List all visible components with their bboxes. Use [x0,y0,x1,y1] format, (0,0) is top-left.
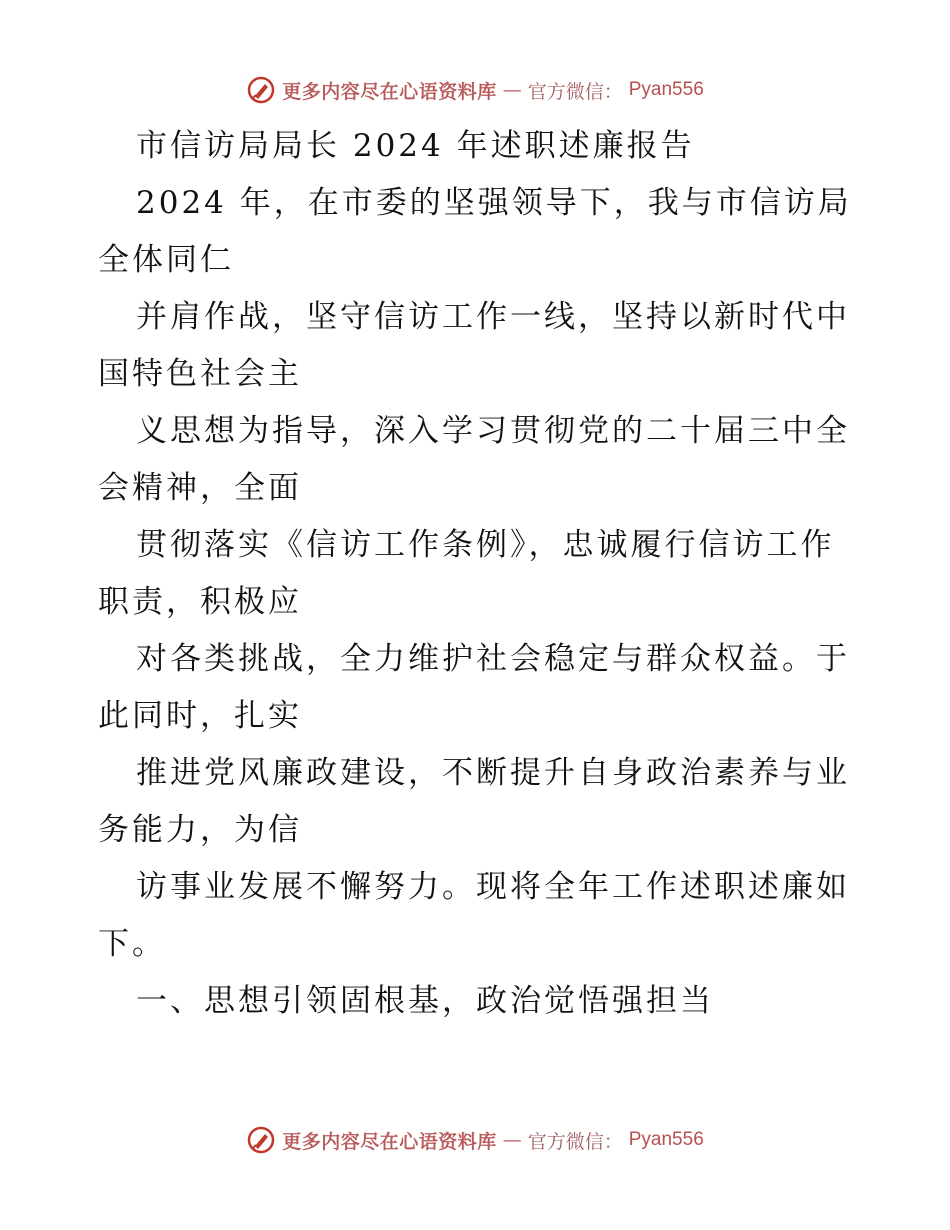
document-line: 并肩作战，坚守信访工作一线，坚持以新时代中 [136,299,850,335]
document-body [98,118,858,1030]
section-heading: 一、思想引领固根基，政治觉悟强担当 [136,983,714,1019]
footer-brand-text: 更多内容尽在心语资料库 [282,1130,497,1153]
header-banner [0,68,950,112]
document-line: 推进党风廉政建设，不断提升自身政治素养与业 [136,755,850,791]
document-line: 下。 [98,926,166,962]
header-brand-text: 更多内容尽在心语资料库 [282,80,497,103]
document-line: 会精神，全面 [98,470,302,506]
footer-wechat-label: 官方微信： [527,1130,623,1153]
footer-wechat-id: Pyan556 [628,1129,704,1150]
document-line: 贯彻落实《信访工作条例》，忠诚履行信访工作 [136,527,835,563]
pen-nib-logo-icon [246,1125,276,1155]
header-wechat-id: Pyan556 [628,79,704,100]
header-dash: — [502,79,522,101]
document-line: 务能力，为信 [98,812,302,848]
footer-dash: — [502,1129,522,1151]
document-line: 国特色社会主 [98,356,302,392]
document-line: 此同时，扎实 [98,698,302,734]
footer-banner [0,1118,950,1162]
document-line: 2024 年，在市委的坚强领导下，我与市信访局 [136,185,852,221]
header-wechat-label: 官方微信： [527,80,623,103]
document-line: 对各类挑战，全力维护社会稳定与群众权益。于 [136,641,850,677]
document-line: 义思想为指导，深入学习贯彻党的二十届三中全 [136,413,850,449]
pen-nib-logo-icon [246,75,276,105]
document-line: 市信访局局长 2024 年述职述廉报告 [136,128,695,164]
document-line: 职责，积极应 [98,584,302,620]
document-line: 全体同仁 [98,242,234,278]
document-line: 访事业发展不懈努力。现将全年工作述职述廉如 [136,869,850,905]
